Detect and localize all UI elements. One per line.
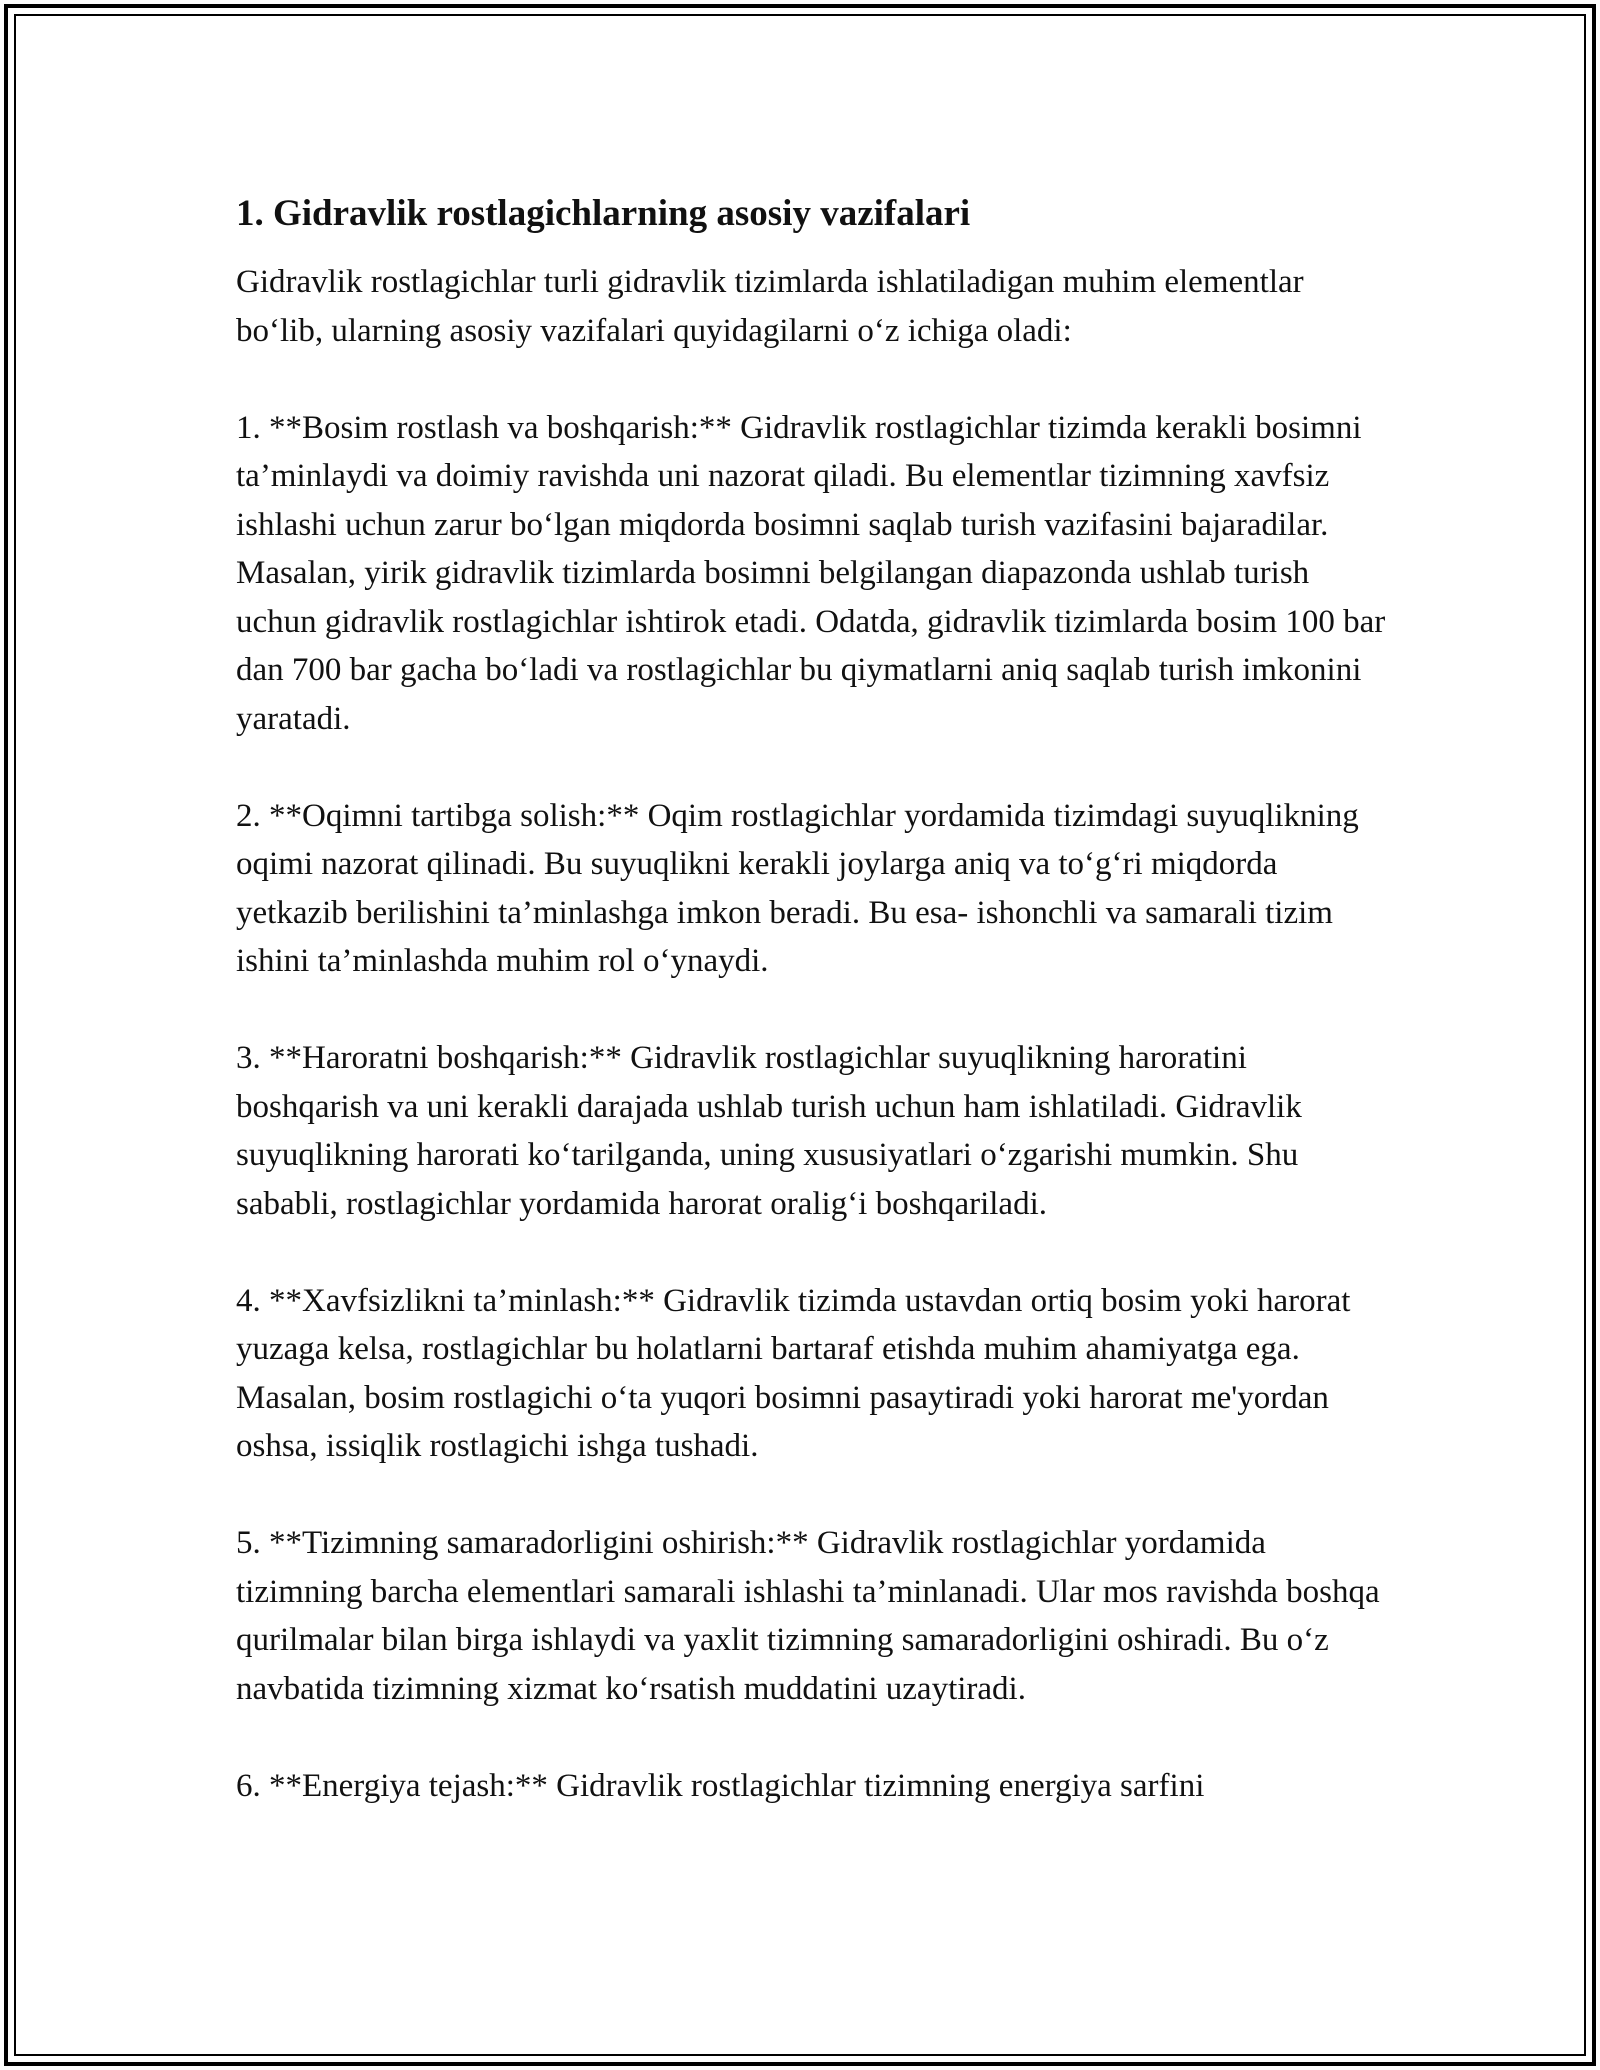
intro-paragraph: Gidravlik rostlagichlar turli gidravlik tizimlarda ishlatiladigan muhim elementlar bo‘lib, ularning asosiy vazifalari quyidagilarni o‘z ichiga oladi: xyxy=(236,264,1304,349)
item-temperature-control: 3. **Haroratni boshqarish:** Gidravlik rostlagichlar suyuqlikning haroratini boshqarish va uni kerakli darajada ushlab turish uchun ham ishlatiladi. Gidravlik suyuqlikning harorati ko‘tarilganda, uning xususiyatlari o‘zgarishi mumkin. Shu sababli, rostlagichlar yordamida harorat oralig‘i boshqariladi. xyxy=(236,1040,1302,1222)
section-heading: 1. Gidravlik rostlagichlarning asosiy vazifalari xyxy=(236,193,971,234)
document-body xyxy=(236,186,1396,1859)
item-flow-regulation: 2. **Oqimni tartibga solish:** Oqim rostlagichlar yordamida tizimdagi suyuqlikning oqimi nazorat qilinadi. Bu suyuqlikni kerakli joylarga aniq va to‘g‘ri miqdorda yetkazib berilishini ta’minlashga imkon beradi. Bu esa- ishonchli va samarali tizim ishini ta’minlashda muhim rol o‘ynaydi. xyxy=(236,797,1359,979)
item-safety: 4. **Xavfsizlikni ta’minlash:** Gidravlik tizimda ustavdan ortiq bosim yoki harorat yuzaga kelsa, rostlagichlar bu holatlarni bartaraf etishda muhim ahamiyatga ega. Masalan, bosim rostlagichi o‘ta yuqori bosimni pasaytiradi yoki harorat me'yordan oshsa, issiqlik rostlagichi ishga tushadi. xyxy=(236,1282,1351,1464)
item-efficiency: 5. **Tizimning samaradorligini oshirish:** Gidravlik rostlagichlar yordamida tizimning barcha elementlari samarali ishlashi ta’minlanadi. Ular mos ravishda boshqa qurilmalar bilan birga ishlaydi va yaxlit tizimning samaradorligini oshiradi. Bu o‘z navbatida tizimning xizmat ko‘rsatish muddatini uzaytiradi. xyxy=(236,1525,1380,1707)
item-energy-saving: 6. **Energiya tejash:** Gidravlik rostlagichlar tizimning energiya sarfini xyxy=(236,1767,1205,1804)
item-pressure-regulation: 1. **Bosim rostlash va boshqarish:** Gidravlik rostlagichlar tizimda kerakli bosimni ta’minlaydi va doimiy ravishda uni nazorat qiladi. Bu elementlar tizimning xavfsiz ishlashi uchun zarur bo‘lgan miqdorda bosimni saqlab turish vazifasini bajaradilar. Masalan, yirik gidravlik tizimlarda bosimni belgilangan diapazonda ushlab turish uchun gidravlik rostlagichlar ishtirok etadi. Odatda, gidravlik tizimlarda bosim 100 bar dan 700 bar gacha bo‘ladi va rostlagichlar bu qiymatlarni aniq saqlab turish imkonini yaratadi. xyxy=(236,409,1386,737)
